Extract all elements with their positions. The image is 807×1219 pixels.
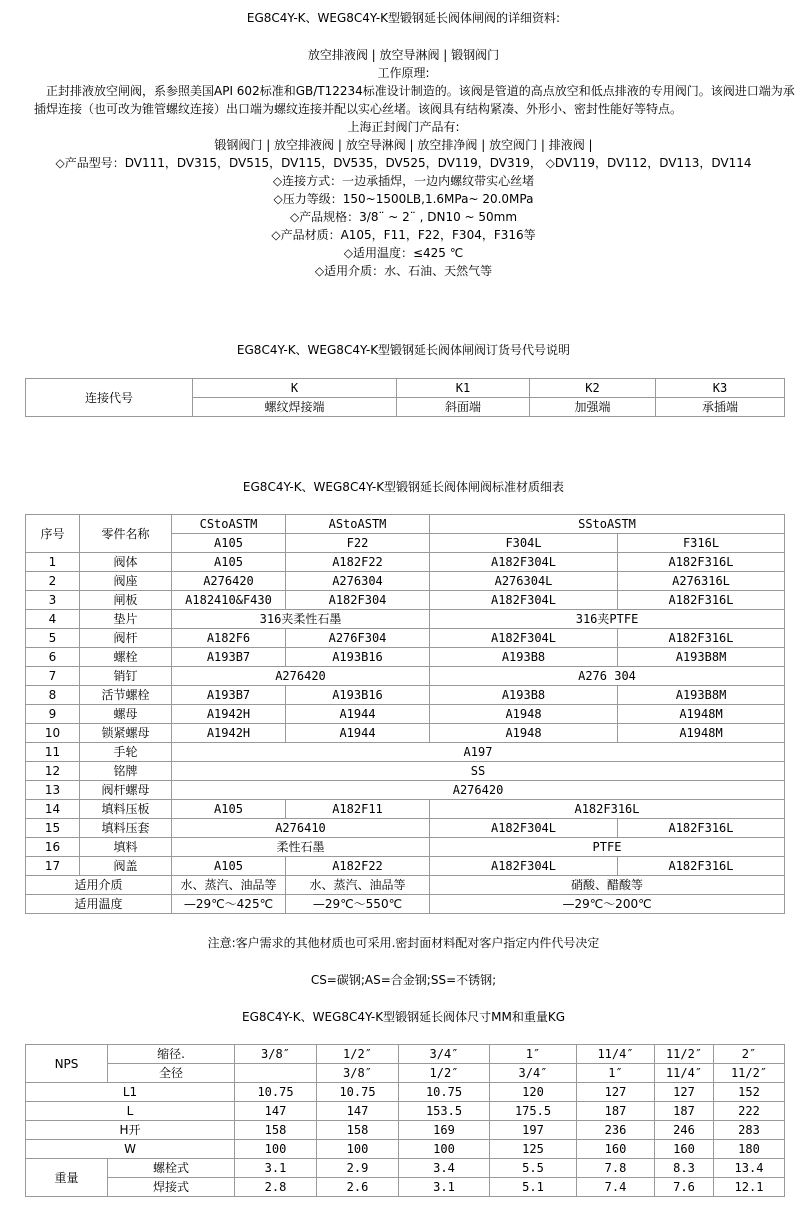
- dimension-cell: 100: [235, 1140, 317, 1159]
- material-table: [25, 514, 785, 914]
- table-row: [26, 1140, 785, 1159]
- row-number: 12: [26, 762, 80, 781]
- row-number: 5: [26, 629, 80, 648]
- dimension-cell: 222: [714, 1102, 785, 1121]
- weight-cell: 13.4: [714, 1159, 785, 1178]
- weight-cell: 3.1: [399, 1178, 490, 1197]
- size-cell: 3/8″: [235, 1045, 317, 1064]
- row-number: 14: [26, 800, 80, 819]
- code-section-title: EG8C4Y-K、WEG8C4Y-K型锻钢延长阀体闸阀订货号代号说明: [236, 343, 571, 357]
- weight-cell: 7.4: [577, 1178, 655, 1197]
- row-number: 13: [26, 781, 80, 800]
- table-row: [26, 610, 785, 629]
- dimension-cell: 127: [577, 1083, 655, 1102]
- temp-cell: —29℃～550℃: [286, 895, 430, 914]
- size-cell: [235, 1064, 317, 1083]
- dimension-label: L1: [26, 1083, 235, 1102]
- dimension-cell: 100: [317, 1140, 399, 1159]
- material-cell: A182F304L: [430, 857, 618, 876]
- weight-cell: 8.3: [655, 1159, 714, 1178]
- dimension-cell: 187: [655, 1102, 714, 1121]
- dimension-table: [25, 1044, 785, 1197]
- part-name: 阀体: [80, 553, 172, 572]
- temp-cell: —29℃～200℃: [430, 895, 785, 914]
- size-cell: 1/2″: [317, 1045, 399, 1064]
- part-name: 阀盖: [80, 857, 172, 876]
- temp-label: 适用温度: [26, 895, 172, 914]
- material-cell: A276316L: [618, 572, 785, 591]
- row-number: 2: [26, 572, 80, 591]
- table-row: [26, 743, 785, 762]
- size-cell: 3/4″: [490, 1064, 577, 1083]
- dimension-label: W: [26, 1140, 235, 1159]
- part-name: 铭牌: [80, 762, 172, 781]
- weight-cell: 3.1: [235, 1159, 317, 1178]
- connection-code-label: 连接代号: [26, 379, 193, 417]
- material-cell: A193B7: [172, 686, 286, 705]
- weight-cell: 12.1: [714, 1178, 785, 1197]
- table-row: [26, 762, 785, 781]
- material-cell: A182F304L: [430, 591, 618, 610]
- temp-cell: —29℃～425℃: [172, 895, 286, 914]
- material-cell: A1944: [286, 724, 430, 743]
- page-title: EG8C4Y-K、WEG8C4Y-K型锻钢延长阀体闸阀的详细资料:: [246, 11, 561, 25]
- table-row: [26, 705, 785, 724]
- material-cell: A193B16: [286, 686, 430, 705]
- dimension-cell: 158: [317, 1121, 399, 1140]
- material-cell: A182F316L: [618, 553, 785, 572]
- size-cell: 3/8″: [317, 1064, 399, 1083]
- material-cell: A182F304L: [430, 819, 618, 838]
- medium-cell: 硝酸、醋酸等: [430, 876, 785, 895]
- header-cs: CStoASTM: [172, 515, 286, 534]
- code-cell: K2: [530, 379, 656, 398]
- row-number: 8: [26, 686, 80, 705]
- part-name: 活节螺栓: [80, 686, 172, 705]
- note-abbreviations: CS=碳钢;AS=合金钢;SS=不锈钢;: [310, 973, 497, 987]
- dimension-cell: 147: [317, 1102, 399, 1121]
- material-cell: A276 304: [430, 667, 785, 686]
- code-cell: K: [193, 379, 397, 398]
- table-row: [26, 838, 785, 857]
- material-cell: A182F22: [286, 857, 430, 876]
- products-heading: 上海正封阀门产品有:: [347, 120, 460, 134]
- code-cell: K1: [397, 379, 530, 398]
- material-cell: SS: [172, 762, 785, 781]
- size-cell: 11/4″: [655, 1064, 714, 1083]
- material-cell: A105: [172, 800, 286, 819]
- reduced-label: 缩径.: [108, 1045, 235, 1064]
- intro-section: [0, 46, 807, 280]
- dimension-cell: 175.5: [490, 1102, 577, 1121]
- size-cell: 1″: [577, 1064, 655, 1083]
- material-cell: A182F316L: [430, 800, 785, 819]
- row-number: 11: [26, 743, 80, 762]
- material-cell: A193B7: [172, 648, 286, 667]
- material-cell: 316夹柔性石墨: [172, 610, 430, 629]
- dimension-cell: 153.5: [399, 1102, 490, 1121]
- row-number: 3: [26, 591, 80, 610]
- code-meaning: 加强端: [530, 398, 656, 417]
- material-cell: A276410: [172, 819, 430, 838]
- table-row: [26, 686, 785, 705]
- weight-cell: 2.8: [235, 1178, 317, 1197]
- table-row: [26, 781, 785, 800]
- material-cell: 316夹PTFE: [430, 610, 785, 629]
- row-number: 15: [26, 819, 80, 838]
- material-cell: A182410&F430: [172, 591, 286, 610]
- sub-header: F316L: [618, 534, 785, 553]
- material-cell: A1948M: [618, 724, 785, 743]
- spec-connection: ◇连接方式：一边承插焊，一边内螺纹带实心丝堵: [272, 174, 535, 188]
- nps-label: NPS: [26, 1045, 108, 1083]
- material-cell: PTFE: [430, 838, 785, 857]
- table-row: [26, 724, 785, 743]
- dimension-cell: 100: [399, 1140, 490, 1159]
- material-section-title: EG8C4Y-K、WEG8C4Y-K型锻钢延长阀体闸阀标准材质细表: [242, 480, 565, 494]
- full-label: 全径: [108, 1064, 235, 1083]
- principle-paragraph: 正封排液放空闸阀，系参照美国API 602标准和GB/T12234标准设计制造的。该阀是管道的高点放空和低点排液的专用阀门。该阀进口端为承插焊连接（也可改为锥管螺纹连接）出口端为螺纹连接并配以实心丝堵。该阀具有结构紧凑、外形小、密封性能好等特点。: [34, 84, 795, 116]
- medium-cell: 水、蒸汽、油品等: [286, 876, 430, 895]
- note-materials: 注意:客户需求的其他材质也可采用.密封面材料配对客户指定内件代号决定: [207, 936, 600, 950]
- material-cell: A105: [172, 553, 286, 572]
- row-number: 16: [26, 838, 80, 857]
- bolt-label: 螺栓式: [108, 1159, 235, 1178]
- dimension-cell: 158: [235, 1121, 317, 1140]
- weight-cell: 3.4: [399, 1159, 490, 1178]
- material-cell: A276420: [172, 667, 430, 686]
- material-cell: A193B8M: [618, 648, 785, 667]
- spec-material: ◇产品材质：A105，F11，F22，F304，F316等: [271, 228, 536, 242]
- material-cell: A276420: [172, 572, 286, 591]
- size-cell: 11/4″: [577, 1045, 655, 1064]
- material-cell: A182F304L: [430, 629, 618, 648]
- material-cell: A193B8: [430, 686, 618, 705]
- material-cell: A276420: [172, 781, 785, 800]
- part-name: 闸板: [80, 591, 172, 610]
- sub-header: F22: [286, 534, 430, 553]
- spec-models: ◇产品型号：DV111，DV315，DV515，DV115，DV535，DV525，DV119，DV319， ◇DV119，DV112，DV113，DV114: [55, 156, 752, 170]
- weight-cell: 5.1: [490, 1178, 577, 1197]
- material-cell: A182F316L: [618, 591, 785, 610]
- row-number: 6: [26, 648, 80, 667]
- material-cell: A193B16: [286, 648, 430, 667]
- size-cell: 11/2″: [655, 1045, 714, 1064]
- part-name: 手轮: [80, 743, 172, 762]
- product-links: 锻钢阀门 | 放空排液阀 | 放空导淋阀 | 放空排净阀 | 放空阀门 | 排液阀 |: [214, 138, 593, 152]
- dimension-cell: 197: [490, 1121, 577, 1140]
- header-no: 序号: [26, 515, 80, 553]
- table-row: [26, 800, 785, 819]
- code-cell: K3: [656, 379, 785, 398]
- weight-cell: 7.8: [577, 1159, 655, 1178]
- material-cell: A182F316L: [618, 819, 785, 838]
- dimension-cell: 283: [714, 1121, 785, 1140]
- header-as: AStoASTM: [286, 515, 430, 534]
- material-cell: A193B8M: [618, 686, 785, 705]
- dimension-cell: 147: [235, 1102, 317, 1121]
- dimension-cell: 180: [714, 1140, 785, 1159]
- part-name: 阀杆螺母: [80, 781, 172, 800]
- spec-size: ◇产品规格：3/8¨ ~ 2¨ , DN10 ~ 50mm: [289, 210, 518, 224]
- table-row: [26, 629, 785, 648]
- dimension-cell: 10.75: [399, 1083, 490, 1102]
- dimension-section-title: EG8C4Y-K、WEG8C4Y-K型锻钢延长阀体尺寸MM和重量KG: [241, 1010, 565, 1024]
- material-cell: A276304L: [430, 572, 618, 591]
- medium-cell: 水、蒸汽、油品等: [172, 876, 286, 895]
- table-row: [26, 1102, 785, 1121]
- row-number: 1: [26, 553, 80, 572]
- part-name: 螺母: [80, 705, 172, 724]
- weight-cell: 2.9: [317, 1159, 399, 1178]
- material-cell: A197: [172, 743, 785, 762]
- table-row: [26, 572, 785, 591]
- table-row: [26, 1121, 785, 1140]
- material-cell: A1948: [430, 705, 618, 724]
- table-row: [26, 857, 785, 876]
- row-number: 4: [26, 610, 80, 629]
- dimension-cell: 236: [577, 1121, 655, 1140]
- table-row: [26, 1083, 785, 1102]
- dimension-cell: 246: [655, 1121, 714, 1140]
- medium-label: 适用介质: [26, 876, 172, 895]
- part-name: 填料: [80, 838, 172, 857]
- part-name: 填料压套: [80, 819, 172, 838]
- spec-temperature: ◇适用温度：≤425 ℃: [343, 246, 464, 260]
- code-meaning: 斜面端: [397, 398, 530, 417]
- material-cell: A182F304L: [430, 553, 618, 572]
- material-cell: A1948M: [618, 705, 785, 724]
- category-links: 放空排液阀 | 放空导淋阀 | 锻钢阀门: [307, 48, 500, 62]
- order-code-table: [25, 378, 785, 417]
- dimension-cell: 125: [490, 1140, 577, 1159]
- dimension-cell: 160: [577, 1140, 655, 1159]
- code-meaning: 承插端: [656, 398, 785, 417]
- dimension-cell: 10.75: [235, 1083, 317, 1102]
- dimension-label: L: [26, 1102, 235, 1121]
- material-cell: A276304: [286, 572, 430, 591]
- material-cell: A105: [172, 857, 286, 876]
- dimension-cell: 160: [655, 1140, 714, 1159]
- weight-label: 重量: [26, 1159, 108, 1197]
- part-name: 填料压板: [80, 800, 172, 819]
- spec-medium: ◇适用介质：水、石油、天然气等: [314, 264, 493, 278]
- table-row: [26, 667, 785, 686]
- sub-header: F304L: [430, 534, 618, 553]
- material-cell: A1948: [430, 724, 618, 743]
- weight-cell: 2.6: [317, 1178, 399, 1197]
- table-row: [26, 591, 785, 610]
- part-name: 销钉: [80, 667, 172, 686]
- material-cell: A276F304: [286, 629, 430, 648]
- material-cell: A182F11: [286, 800, 430, 819]
- row-number: 17: [26, 857, 80, 876]
- spec-pressure: ◇压力等级：150~1500LB,1.6MPa~ 20.0MPa: [273, 192, 534, 206]
- part-name: 阀座: [80, 572, 172, 591]
- dimension-cell: 10.75: [317, 1083, 399, 1102]
- dimension-cell: 169: [399, 1121, 490, 1140]
- size-cell: 3/4″: [399, 1045, 490, 1064]
- header-ss: SStoASTM: [430, 515, 785, 534]
- sub-header: A105: [172, 534, 286, 553]
- material-cell: A193B8: [430, 648, 618, 667]
- header-part: 零件名称: [80, 515, 172, 553]
- part-name: 螺栓: [80, 648, 172, 667]
- dimension-label: H开: [26, 1121, 235, 1140]
- material-cell: A182F316L: [618, 857, 785, 876]
- part-name: 阀杆: [80, 629, 172, 648]
- code-meaning: 螺纹焊接端: [193, 398, 397, 417]
- material-cell: A1944: [286, 705, 430, 724]
- material-cell: A1942H: [172, 705, 286, 724]
- part-name: 锁紧螺母: [80, 724, 172, 743]
- principle-heading: 工作原理:: [377, 66, 430, 80]
- row-number: 10: [26, 724, 80, 743]
- material-cell: A182F22: [286, 553, 430, 572]
- part-name: 垫片: [80, 610, 172, 629]
- dimension-cell: 127: [655, 1083, 714, 1102]
- weight-cell: 5.5: [490, 1159, 577, 1178]
- row-number: 7: [26, 667, 80, 686]
- size-cell: 1″: [490, 1045, 577, 1064]
- material-cell: A182F6: [172, 629, 286, 648]
- weight-cell: 7.6: [655, 1178, 714, 1197]
- dimension-cell: 120: [490, 1083, 577, 1102]
- dimension-cell: 152: [714, 1083, 785, 1102]
- material-cell: 柔性石墨: [172, 838, 430, 857]
- size-cell: 11/2″: [714, 1064, 785, 1083]
- size-cell: 1/2″: [399, 1064, 490, 1083]
- size-cell: 2″: [714, 1045, 785, 1064]
- table-row: [26, 819, 785, 838]
- material-cell: A1942H: [172, 724, 286, 743]
- table-row: [26, 648, 785, 667]
- material-cell: A182F316L: [618, 629, 785, 648]
- row-number: 9: [26, 705, 80, 724]
- table-row: [26, 553, 785, 572]
- weld-label: 焊接式: [108, 1178, 235, 1197]
- material-cell: A182F304: [286, 591, 430, 610]
- dimension-cell: 187: [577, 1102, 655, 1121]
